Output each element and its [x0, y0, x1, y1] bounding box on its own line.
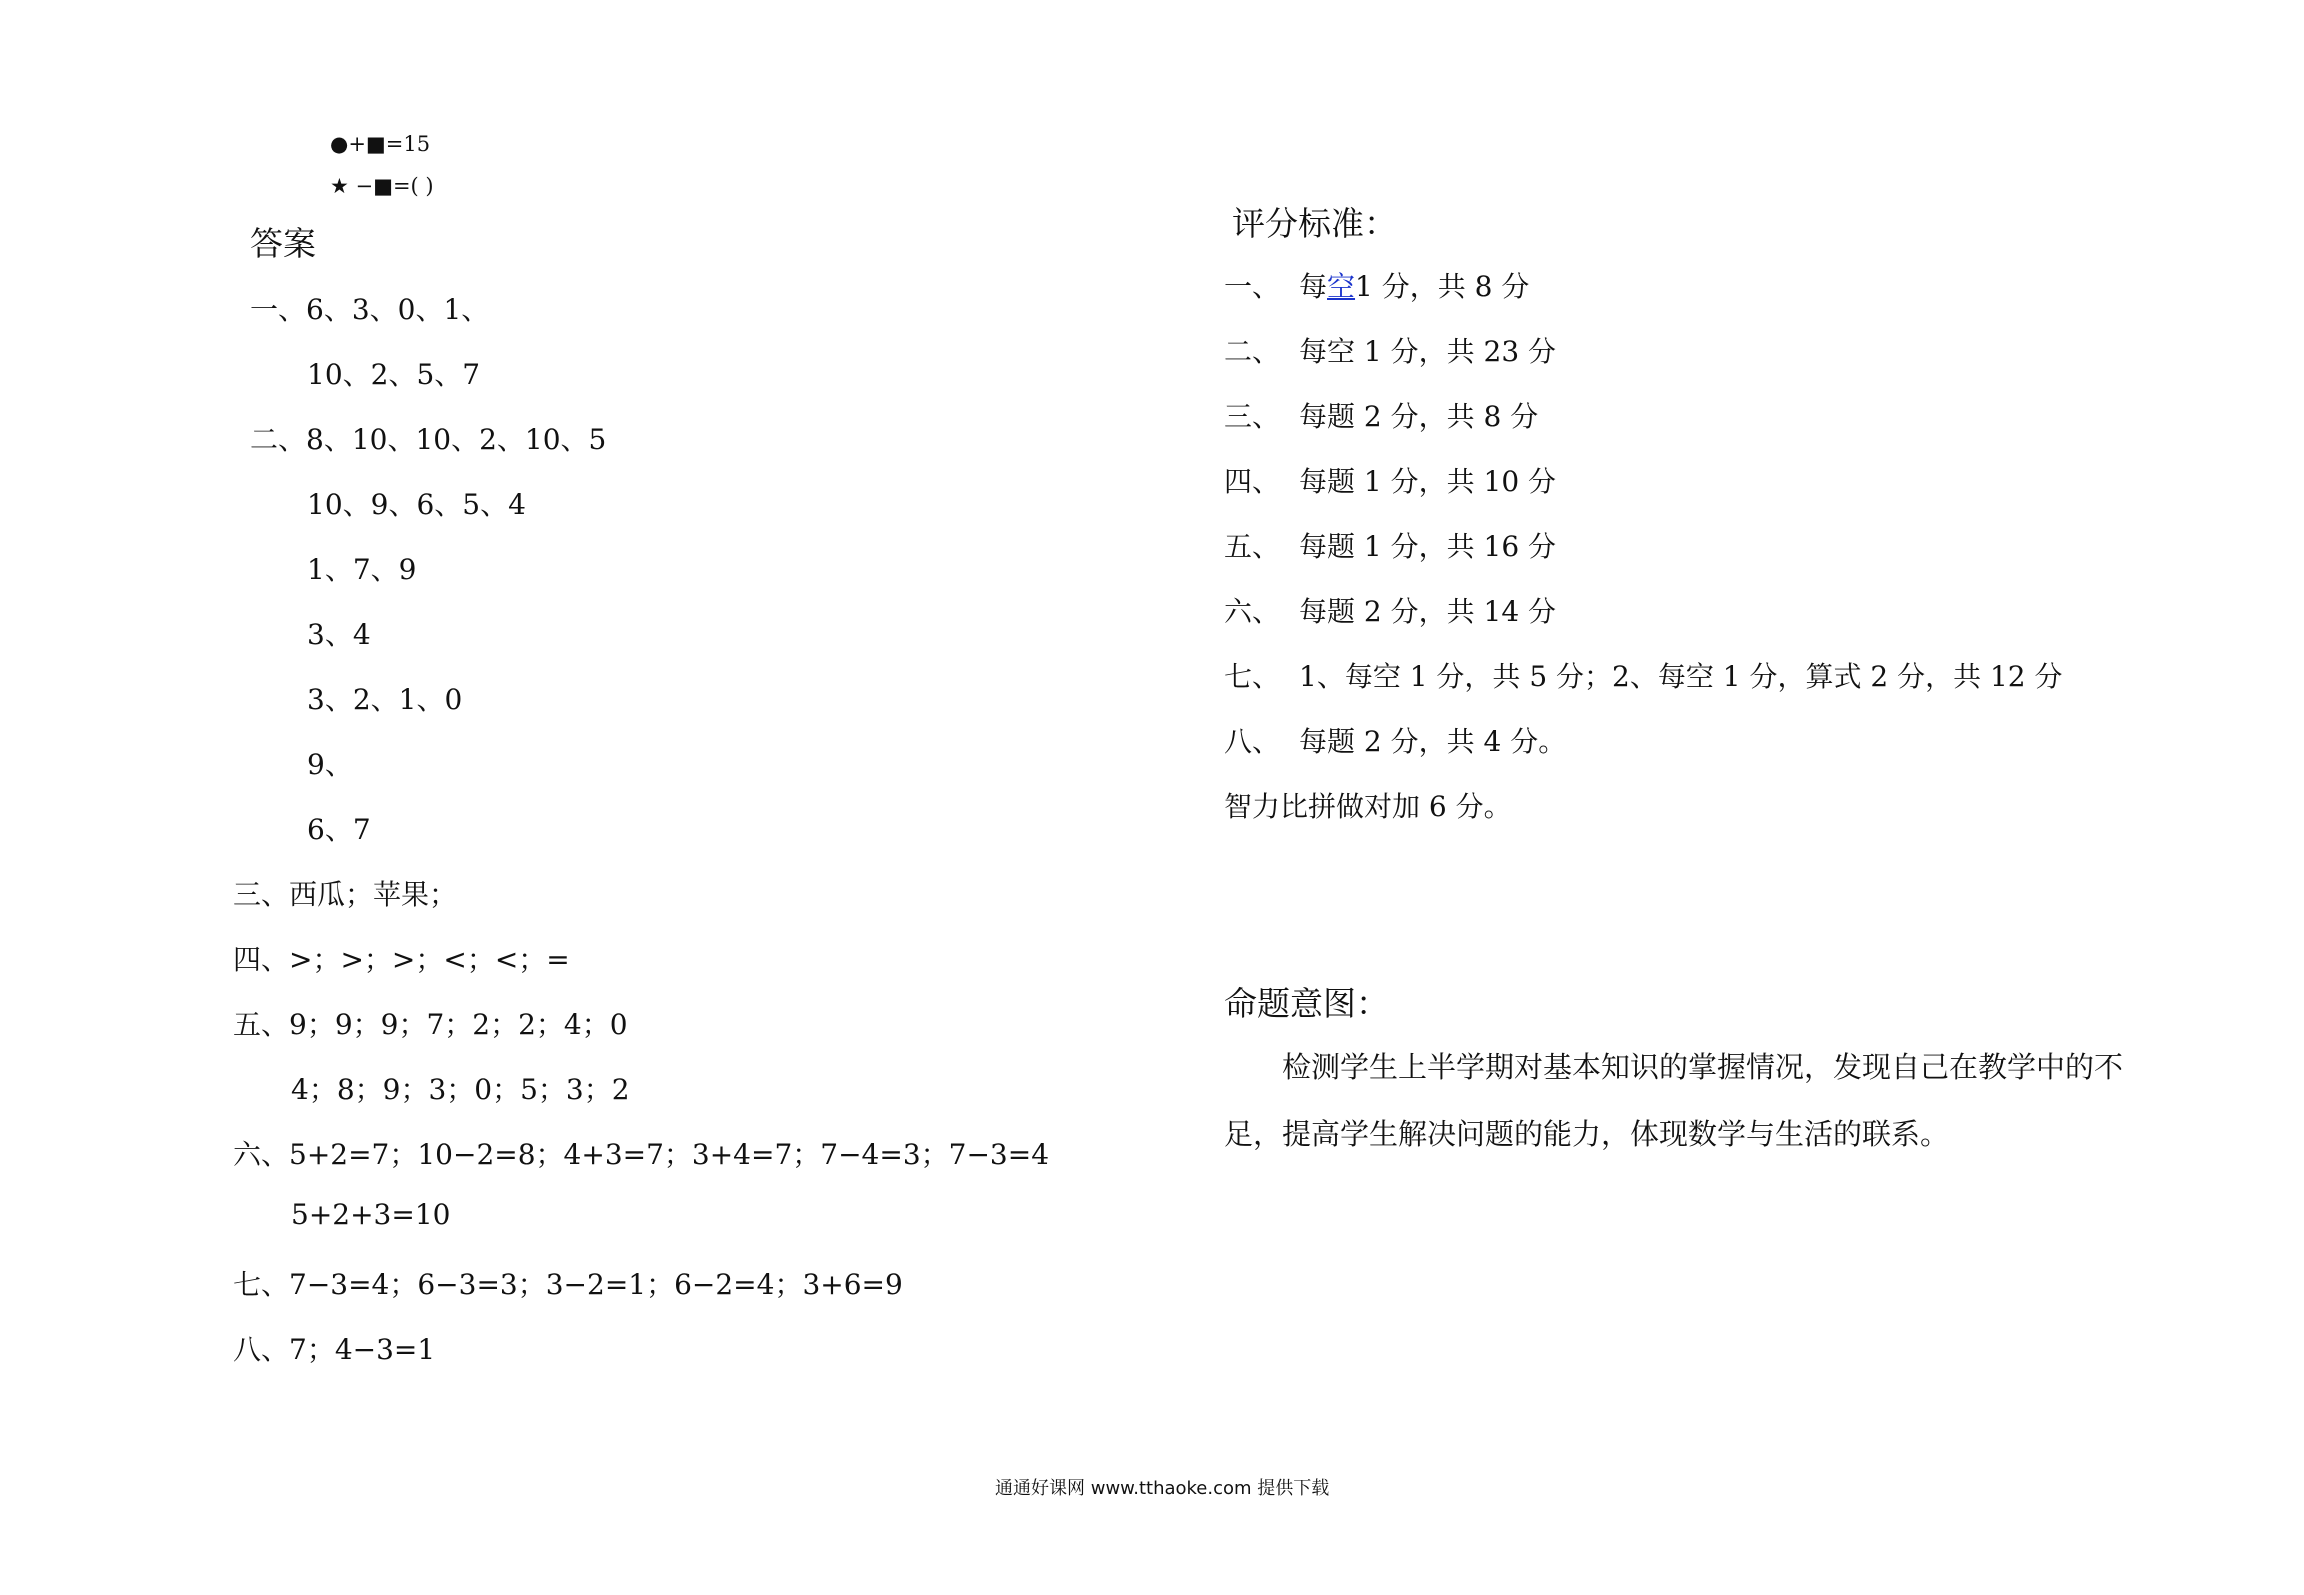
scoring-item-text: 1、每空 1 分，共 5 分；2、每空 1 分，算式 2 分，共 12 分 — [1299, 660, 2063, 693]
blank-link[interactable]: 空 — [1327, 270, 1356, 303]
answer-line: 3、4 — [307, 618, 371, 651]
scoring-item-number: 三、 — [1224, 400, 1281, 433]
intent-text-line-2: 足，提高学生解决问题的能力，体现数学与生活的联系。 — [1224, 1117, 1950, 1151]
scoring-item-text: 每题 1 分，共 16 分 — [1299, 530, 1557, 563]
answer-line: 5+2+3=10 — [291, 1198, 451, 1231]
answer-line: 二、8、10、10、2、10、5 — [250, 423, 607, 456]
answer-line: 五、9；9；9；7；2；2；4；0 — [233, 1008, 628, 1041]
scoring-item-text: 每题 2 分，共 8 分 — [1299, 400, 1539, 433]
answers-heading: 答案 — [250, 224, 316, 263]
puzzle-line-1: ●+■=15 — [330, 132, 431, 156]
scoring-item-text: 每题 2 分，共 14 分 — [1299, 595, 1557, 628]
scoring-bonus: 智力比拼做对加 6 分。 — [1224, 790, 1512, 823]
scoring-item-text: 每空 1 分，共 23 分 — [1299, 335, 1557, 368]
scoring-heading: 评分标准： — [1232, 204, 1397, 243]
answer-line: 6、7 — [307, 813, 371, 846]
scoring-item-text: 每题 2 分，共 4 分。 — [1299, 725, 1567, 758]
answer-line: 10、9、6、5、4 — [307, 488, 526, 521]
scoring-item-number: 四、 — [1224, 465, 1281, 498]
answer-line: 一、6、3、0、1、 — [250, 293, 490, 326]
answer-line: 9、 — [307, 748, 353, 781]
answer-line: 4；8；9；3；0；5；3；2 — [291, 1073, 630, 1106]
answer-line: 七、7−3=4；6−3=3；3−2=1；6−2=4；3+6=9 — [233, 1268, 903, 1301]
scoring-item-number: 八、 — [1224, 725, 1281, 758]
scoring-item-number: 二、 — [1224, 335, 1281, 368]
scoring-item-number: 六、 — [1224, 595, 1281, 628]
answer-line: 1、7、9 — [307, 553, 417, 586]
answer-line: 3、2、1、0 — [307, 683, 463, 716]
answer-line: 10、2、5、7 — [307, 358, 481, 391]
scoring-item-number: 一、 — [1224, 270, 1281, 303]
scoring-item-text: 每题 1 分，共 10 分 — [1299, 465, 1557, 498]
scoring-item-text: 每空1 分，共 8 分 — [1299, 270, 1530, 303]
footer-text: 通通好课网 www.tthaoke.com 提供下载 — [995, 1478, 1330, 1499]
intent-heading: 命题意图： — [1224, 984, 1389, 1023]
answer-line: 六、5+2=7；10−2=8；4+3=7；3+4=7；7−4=3；7−3=4 — [233, 1138, 1050, 1171]
scoring-item-number: 七、 — [1224, 660, 1281, 693]
scoring-item-number: 五、 — [1224, 530, 1281, 563]
intent-text-line-1: 检测学生上半学期对基本知识的掌握情况，发现自己在教学中的不 — [1282, 1050, 2124, 1084]
answer-line: 四、>；>；>；<；<；= — [233, 943, 570, 976]
puzzle-line-2: ★ −■=( ) — [330, 174, 434, 198]
answer-line: 八、7；4−3=1 — [233, 1333, 436, 1366]
answer-line: 三、西瓜；苹果； — [233, 878, 458, 911]
